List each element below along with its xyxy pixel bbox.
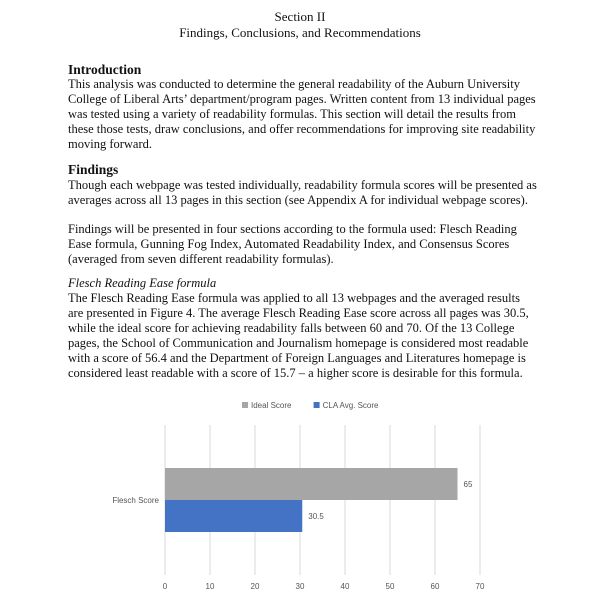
x-tick-label: 30 — [295, 582, 305, 591]
legend-swatch — [242, 402, 248, 408]
x-tick-label: 60 — [430, 582, 440, 591]
category-label: Flesch Score — [112, 496, 159, 505]
flesch-paragraph: The Flesch Reading Ease formula was applied to all 13 webpages and the averaged results are presented in Figure 4. The average Flesch Reading Ease score across all pages was 30.5, while the ideal score for achieving readability falls between 60 and 70. Of the 13 College pages, the School of Communication and Journalism homepage is considered most readable with a score of 56.4 and the Department of Foreign Languages and Literatures homepage is considered least readable with a score of 15.7 – a higher score is desirable for this formula. — [68, 291, 529, 381]
bar-cla-avg-score — [165, 500, 302, 532]
x-tick-label: 0 — [162, 582, 168, 591]
data-label: 65 — [463, 480, 473, 489]
introduction-paragraph: This analysis was conducted to determine the general readability of the Auburn University College of Liberal Arts’ department/program pages. Written content from 13 individual pages was tested using a variety of readability formulas. This section will detail the results from these those tests, draw conclusions, and offer recommendations for improving site readability moving forward. — [68, 77, 536, 152]
bar-ideal-score — [165, 468, 458, 500]
data-label: 30.5 — [308, 512, 324, 521]
x-tick-label: 10 — [205, 582, 215, 591]
findings-paragraph-1: Though each webpage was tested individually, readability formula scores will be presented as averages across all 13 pages in this section (see Appendix A for individual webpage scores). — [68, 178, 537, 208]
x-tick-label: 70 — [475, 582, 485, 591]
legend-label: Ideal Score — [251, 401, 292, 410]
section-title: Section II — [274, 9, 326, 24]
flesch-subheading: Flesch Reading Ease formula — [68, 276, 217, 290]
findings-heading: Findings — [68, 162, 119, 177]
legend-swatch — [314, 402, 320, 408]
x-tick-label: 40 — [340, 582, 350, 591]
section-subtitle: Findings, Conclusions, and Recommendations — [179, 25, 421, 40]
legend-label: CLA Avg. Score — [322, 401, 379, 410]
x-tick-label: 20 — [250, 582, 260, 591]
x-tick-label: 50 — [385, 582, 395, 591]
flesch-bar-chart — [100, 395, 500, 600]
findings-paragraph-2: Findings will be presented in four sections according to the formula used: Flesch Reading Ease formula, Gunning Fog Index, Automated Readability Index, and Consensus Scores (averaged from seven different readability formulas). — [68, 222, 517, 267]
introduction-heading: Introduction — [68, 62, 142, 77]
